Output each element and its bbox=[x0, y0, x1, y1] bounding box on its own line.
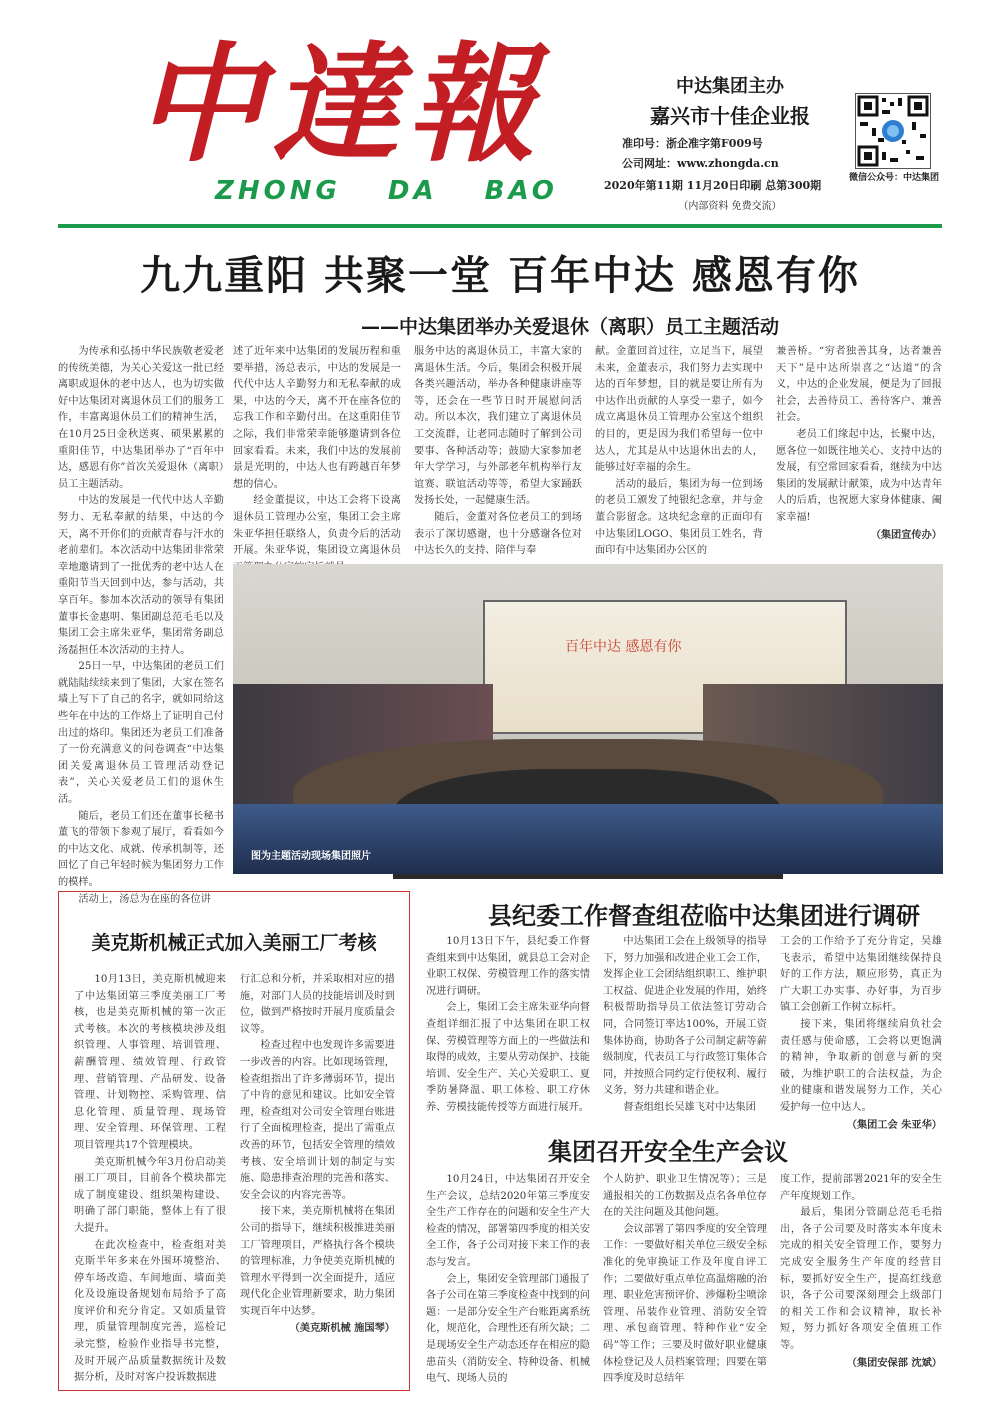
paragraph: 度工作，提前部署2021年的安全生产年度规划工作。 bbox=[780, 1174, 942, 1202]
story3-column-1 bbox=[426, 934, 590, 1120]
paragraph: 服务中达的离退休员工，丰富大家的离退休生活。今后，集团会积极开展各类兴趣活动，举办各种健康讲座等等，还会在一些节日时开展慰问活动。所以本次，我们建立了离退休员工交流群，让老同志随时了解到公司要事、各种活动等；鼓励大家参加老年大学学习，与外部老年机构举行友谊赛、联谊活动等等，希望大家踊跃发扬长处，一起健康生活。 bbox=[414, 346, 582, 507]
masthead-rule bbox=[58, 224, 942, 228]
story3-signature: （集团工会 朱亚华） bbox=[846, 1118, 942, 1131]
paragraph: 最后，集团分管副总范毛毛指出，各子公司要及时落实本年度未完成的相关安全管理工作，要努力完成安全服务生产年度的经营目标，要抓好安全生产，提高红线意识，各子公司要深刻理会上级部门的相关工作和会议精神，取长补短，努力抓好各项安全值班工作等。 bbox=[780, 1207, 942, 1351]
qr-caption: 微信公众号：中达集团 bbox=[848, 173, 939, 183]
qr-code-icon bbox=[855, 93, 931, 169]
story2-signature: （美克斯机械 施国琴） bbox=[289, 1322, 395, 1335]
paragraph: 经金董提议，中达工会将下设离退休员工管理办公室，集团工会主席朱亚华担任联络人，负责今后的活动开展。朱亚华说，集团设立离退休员 bbox=[233, 495, 401, 557]
publisher: 中达集团主办 bbox=[676, 76, 784, 97]
paragraph: 行汇总和分析，并采取相对应的措施，对部门人员的技能培训及时到位，做到严格按时开展月度质量会议等。 bbox=[240, 974, 395, 1035]
lead-column-2 bbox=[233, 344, 401, 558]
story2-column-2 bbox=[240, 972, 395, 1384]
lead-column-4 bbox=[595, 344, 763, 558]
lead-column-3 bbox=[414, 344, 582, 558]
paragraph: 10月24日，中达集团召开安全生产会议，总结2020年第三季度安全生产工作存在的问题和安全生产大检查的情况，部署第四季度的相关安全工作，各子公司对接下来工作的表态与发言。 bbox=[426, 1174, 590, 1268]
paragraph: 会上，集团安全管理部门通报了各子公司在第三季度检查中找到的问题：一是部分安全生产台账距离系统化，规范化，合理性还有所欠缺；二是现场安全生产动态还存在相应的隐患苗头（消防安全、特种设备、机械电气、现场人员的 bbox=[426, 1273, 590, 1385]
paragraph: 述了近年来中达集团的发展历程和重要举措，汤总表示，中达的发展是一代代中达人辛勤努力和无私奉献的成果，中达的今天，离不开在座各位的忘我工作和辛勤付出。在这重阳佳节之际，我们非常荣幸能够邀请到各位回家看看。未来，我们中达的发展前景是光明的，中达人也有跨越百年梦想的信心。 bbox=[233, 346, 401, 490]
paragraph: 25日一早，中达集团的老员工们就陆陆续续来到了集团，大家在签名墙上写下了自己的名字，就如同给这些年在中达的工作烙上了证明自己付出过的烙印。集团还为老员工们准备了一份充满意义的问卷调查“中达集团关爱离退休员工管理活动登记表”，关心关爱老员工们的退休生活。 bbox=[58, 661, 224, 806]
logo-chinese: 中達報 bbox=[135, 30, 544, 180]
photo-banner-text: 百年中达 感恩有你 bbox=[565, 639, 682, 655]
story4-signature: （集团安保部 沈斌） bbox=[846, 1356, 942, 1369]
story4-column-1 bbox=[426, 1172, 590, 1384]
logo-english: ZHONG DA BAO bbox=[215, 176, 558, 206]
story3-column-2 bbox=[603, 934, 767, 1120]
story4-column-2 bbox=[603, 1172, 767, 1384]
paragraph: 工会的工作给予了充分肯定，吴雄飞表示，希望中达集团继续保持良好的工作方法，顺应形势，真正为广大职工办实事、办好事，为百步镇工会创新工作树立标杆。 bbox=[780, 936, 942, 1014]
lead-column-5 bbox=[776, 344, 942, 558]
paragraph: 个人防护、职业卫生情况等）；三是通报相关的工伤数据及点名各单位存在的关注问题及其他问题。 bbox=[603, 1174, 767, 1219]
tagline: 嘉兴市十佳企业报 bbox=[650, 104, 810, 128]
website: 公司网址：www.zhongda.cn bbox=[622, 157, 779, 170]
paragraph: 献。金董回首过往，立足当下，展望未来，金董表示，我们努力去实现中达的百年梦想，目的就是要让所有为中达作出贡献的人享受一辈子，如今成立离退休员工管理办公室这个组织的目的，更是因为我们希望每一位中达人，尤其是从中达退休出去的人，能够过好幸福的余生。 bbox=[595, 346, 763, 474]
paragraph: 会上，集团工会主席朱亚华向督查组详细汇报了中达集团在职工权保、劳模管理等方面上的一些做法和取得的成效，主要从劳动保护、技能培训、安全生产、关心关爱职工、夏季防暑降温、职工体检、职工疗休养、劳模技能传授等方面进行展开。 bbox=[426, 1002, 590, 1113]
paragraph: 老员工们缘起中达，长聚中达，愿各位一如既往地关心、支持中达的发展，有空常回家看看，继续为中达集团的发展献计献策，成为中达青年人的后盾，也祝愿大家身体健康、阖家幸福! bbox=[776, 428, 942, 523]
event-photo bbox=[233, 564, 943, 872]
paragraph: 兼善桥。“穷者独善其身，达者兼善天下”是中达所崇喜之“达道”的含义，中达的企业发展，便是为了回报社会，去善待员工、善待客户、兼善社会。 bbox=[776, 346, 942, 424]
story2-title: 美克斯机械正式加入美丽工厂考核 bbox=[91, 932, 377, 954]
paragraph: 检查过程中也发现许多需要进一步改善的内容。比如现场管理，检查组指出了许多薄弱环节，提出了中肯的意见和建议。比如安全管理，检查组对公司安全管理台账进行了全面梳理检查，提出了需重点改善的环节，包括安全管理的绩效考核、安全培训计划的制定与实施、隐患排查治理的完善和落实、安全会议的内容完善等。 bbox=[240, 1040, 395, 1201]
lead-signature: （集团宣传办） bbox=[870, 528, 942, 541]
paragraph: 10月13日，美克斯机械迎来了中达集团第三季度美丽工厂考核，也是美克斯机械的第一次正式考核。本次的考核模块涉及组织管理、人事管理、培训管理、薪酬管理、绩效管理、行政管理、营销管理、产品研发、设备管理、计划物控、采购管理、信息化管理、质量管理、现场管理、安全管理、环保管理、工程项目管理共17个管理模块。 bbox=[74, 974, 226, 1151]
issue-info: 2020年第11期 11月20日印刷 总第300期 bbox=[604, 179, 822, 192]
paragraph: 随后，金董对各位老员工的到场表示了深切感谢，也十分感谢各位对中达长久的支持、陪伴与奉 bbox=[414, 511, 582, 557]
lead-headline: 九九重阳 共聚一堂 百年中达 感恩有你 bbox=[140, 253, 860, 299]
paragraph: 督查组组长吴雄飞对中达集团 bbox=[623, 1101, 756, 1113]
paragraph: 中达集团工会在上级领导的指导下，努力加强和改进企业工会工作，发挥企业工会团结组织职工、维护职工权益、促进企业发展的作用，始终积极帮助指导员工依法签订劳动合同，合同签订率达100%，开展工资集体协商，协助各子公司制定薪等薪级制度，代表员工与行政签订集体合同，并按照合同约定行使权利、履行义务，努力共建和谐企业。 bbox=[603, 936, 767, 1097]
paragraph: 美克斯机械今年3月份启动美丽工厂项目，目前各个模块都完成了制度建设、组织架构建设、明确了部门职能，整体上有了很大提升。 bbox=[74, 1156, 226, 1234]
lead-subhead: ——中达集团举办关爱退休（离职）员工主题活动 bbox=[360, 316, 779, 338]
story3-column-3 bbox=[780, 934, 942, 1131]
masthead-logo bbox=[135, 30, 575, 206]
photo-caption: 图为主题活动现场集团照片 bbox=[251, 851, 371, 862]
story4-title: 集团召开安全生产会议 bbox=[548, 1138, 788, 1166]
lead-column-1 bbox=[58, 344, 224, 905]
paragraph: 活动的最后，集团为每一位到场的老员工颁发了纯银纪念章，并与金董合影留念。这块纪念章的正面印有中达集团LOGO、集团员工姓名，背面印有中达集团办公区的 bbox=[595, 478, 763, 557]
paragraph: 活动上，汤总为在座的各位讲 bbox=[78, 893, 211, 905]
publication-info bbox=[604, 72, 850, 212]
paragraph: 在此次检查中，检查组对美克斯半年多来在外围环境整治、停车场改造、车间地面、墙面美化及设施设备规划布局给予了高度评价和充分肯定。又如质量管理，质量管理制度完善，巡检记录完整，检验作业指导书完整，及时开展产品质量数据统计及数据分析，及时对客户投诉数据进 bbox=[74, 1239, 226, 1384]
distribution-note: （内部资料 免费交流） bbox=[678, 201, 782, 212]
paragraph: 10月13日下午，县纪委工作督查组来到中达集团，就县总工会对企业职工权保、劳模管理工作的落实情况进行调研。 bbox=[426, 936, 590, 997]
paragraph: 为传承和弘扬中华民族敬老爱老的传统美德，为关心关爱这一批已经离职或退休的老中达人，也为切实做好中达集团对离退休员工们的服务工作，丰富离退休员工们的精神生活，在10月25日金秋送爽、硕果累累的重阳佳节，中达集团举办了“百年中达，感恩有你”首次关爱退休（离职）员工主题活动。 bbox=[58, 346, 224, 490]
story4-column-3 bbox=[780, 1172, 942, 1384]
paragraph: 会议部署了第四季度的安全管理工作：一要做好相关单位三级安全标准化的免审换证工作及年度自评工作；二要做好重点单位高温熔融的治理、职业危害预评价、涉爆粉尘喷涂管理、吊装作业管理、消防安全管理、承包商管理、特种作业“安全码”等工作；三要及时做好职业健康体检登记及人员档案管理；四要在第四季度及时总结年 bbox=[603, 1223, 767, 1385]
paragraph: 接下来，集团将继续肩负社会责任感与使命感，工会将以更饱满的精神，争取新的创意与新的突破，为维护职工的合法权益，为企业的健康和谐发展努力工作，关心爱护每一位中达人。 bbox=[780, 1018, 942, 1113]
story2-column-1 bbox=[74, 972, 226, 1384]
paragraph: 中达的发展是一代代中达人辛勤努力、无私奉献的结果，中达的今天，离不开你们的贡献青春与汗水的老前辈们。本次活动中达集团非常荣幸地邀请到了一批优秀的老中达人在重阳节当天回到中达，参与活动，共享百年。参加本次活动的领导有集团董事长金惠明、集团副总范毛毛以及集团工会主席朱亚华，集团常务副总汤磊担任本次活动的主持人。 bbox=[58, 495, 224, 656]
story3-title: 县纪委工作督查组莅临中达集团进行调研 bbox=[488, 902, 920, 930]
paragraph: 接下来，美克斯机械将在集团公司的指导下，继续积极推进美丽工厂管理项目，严格执行各个模块的管理标准，力争使美克斯机械的管理水平得到一次全面提升，适应现代化企业管理新要求，助力集团实现百年中达梦。 bbox=[240, 1206, 395, 1317]
photo-foreground bbox=[233, 804, 943, 874]
paragraph: 随后，老员工们还在董事长秘书董飞的带领下参观了展厅，看看如今的中达文化、成就、传承机制等，还回忆了自己年轻时候为集团努力工作的模样。 bbox=[58, 810, 224, 888]
permit-number: 准印号：浙企准字第F009号 bbox=[622, 137, 763, 150]
